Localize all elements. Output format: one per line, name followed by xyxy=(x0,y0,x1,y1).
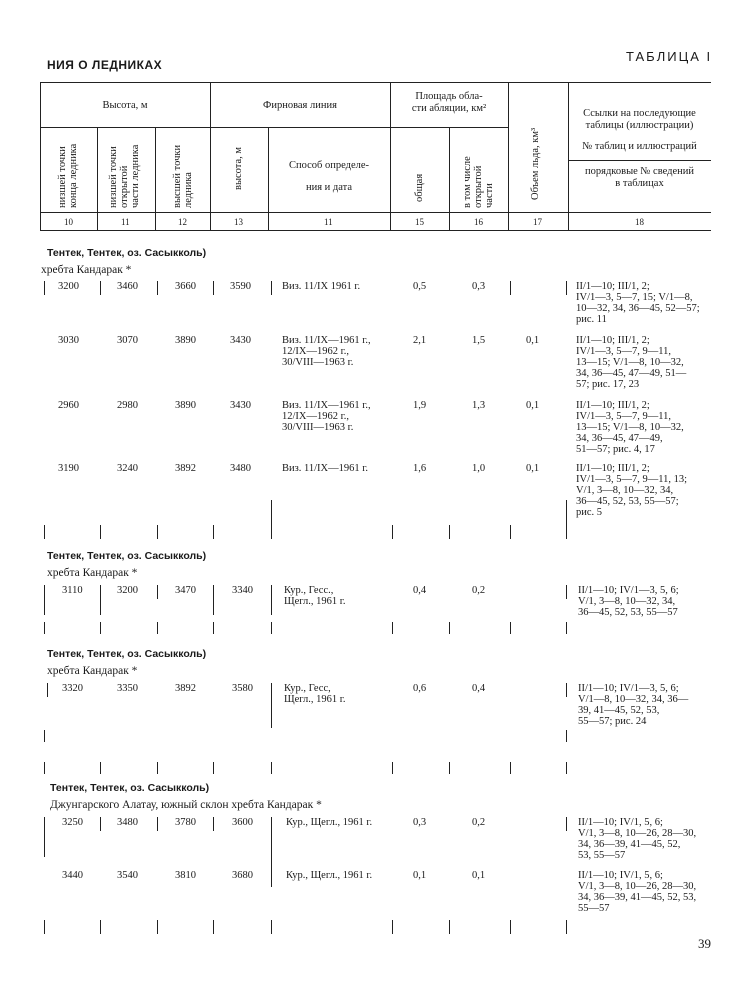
cell-c13: 3680 xyxy=(232,870,253,881)
cell-c12: 3892 xyxy=(175,683,196,694)
cell-method: Виз. 11/IX 1961 г. xyxy=(282,281,361,292)
section-title: Тентек, Тентек, оз. Сасыкколь) xyxy=(47,648,207,660)
page-number: 39 xyxy=(698,936,711,951)
table-colnum-rule xyxy=(40,212,711,213)
cell-c11: 3240 xyxy=(117,463,138,474)
table-header-bottom-rule xyxy=(40,230,711,231)
column-number: 16 xyxy=(474,217,483,227)
section-subtitle: хребта Кандарак * xyxy=(47,665,138,677)
cell-method: Кур., Гесс, Щегл., 1961 г. xyxy=(284,683,346,705)
cell-method: Кур., Щегл., 1961 г. xyxy=(286,817,373,828)
cell-open: 1,0 xyxy=(472,463,486,474)
cell-open: 0,4 xyxy=(472,683,486,694)
cell-c11: 3460 xyxy=(117,281,138,292)
column-number: 13 xyxy=(234,217,243,227)
firn-group-rule xyxy=(210,127,390,128)
col-header-15: общая xyxy=(414,173,425,202)
cell-total: 0,4 xyxy=(413,585,427,596)
col-border xyxy=(155,127,156,230)
cell-c10: 2960 xyxy=(58,400,79,411)
cell-c13: 3600 xyxy=(232,817,253,828)
col-header-16: в том числе открытой части xyxy=(462,156,495,208)
table-label: ТАБЛИЦА I xyxy=(626,49,713,64)
cell-c12: 3660 xyxy=(175,281,196,292)
table-top-rule xyxy=(40,82,711,83)
section-subtitle: Джунгарского Алатау, южный склон хребта Кандарак * xyxy=(50,799,322,811)
area-group-header: Площадь обла- сти абляции, км² xyxy=(411,91,487,114)
col-border xyxy=(568,82,569,230)
cell-refs: II/1—10; III/1, 2; IV/1—3, 5—7, 9—11, 13; V/1, 3—8, 10—32, 34, 36—45, 52, 53, 55—57; рис. 5 xyxy=(576,463,688,518)
firn-method-header: Способ определе- ния и дата xyxy=(288,160,370,193)
column-number: 11 xyxy=(324,217,333,227)
column-number: 15 xyxy=(415,217,424,227)
cell-c13: 3430 xyxy=(230,400,251,411)
cell-c10: 3440 xyxy=(62,870,83,881)
cell-c12: 3780 xyxy=(175,817,196,828)
section-subtitle: хребта Кандарак * xyxy=(47,567,138,579)
cell-method: Виз. 11/IX—1961 г., 12/IX—1962 г., 30/VIII—1963 г. xyxy=(282,400,371,433)
section-title: Тентек, Тентек, оз. Сасыкколь) xyxy=(47,550,207,562)
cell-open: 0,2 xyxy=(472,585,486,596)
cell-refs: II/1—10; III/1, 2; IV/1—3, 5—7, 9—11, 13—15; V/1—8, 10—32, 34, 36—45, 47—49, 51— 57; рис. 17, 23 xyxy=(576,335,687,390)
col-border xyxy=(508,82,509,230)
cell-total: 1,9 xyxy=(413,400,427,411)
cell-refs: II/1—10; IV/1, 5, 6; V/1, 3—8, 10—26, 28—30, 34, 36—39, 41—45, 52, 53, 55—57 xyxy=(578,870,697,914)
cell-refs: II/1—10; IV/1—3, 5, 6; V/1, 3—8, 10—32, 34, 36—45, 52, 53, 55—57 xyxy=(578,585,679,618)
section-subtitle: хребта Кандарак * xyxy=(41,264,132,276)
cell-volume: 0,1 xyxy=(526,463,540,474)
cell-total: 0,1 xyxy=(413,870,427,881)
cell-open: 0,1 xyxy=(472,870,486,881)
cell-method: Кур., Щегл., 1961 г. xyxy=(286,870,373,881)
refs-group-header: Ссылки на последующие таблицы (иллюстрации) xyxy=(583,108,696,131)
cell-method: Виз. 11/IX—1961 г., 12/IX—1962 г., 30/VIII—1963 г. xyxy=(282,335,371,368)
cell-method: Виз. 11/IX—1961 г. xyxy=(282,463,368,474)
section-title: Тентек, Тентек, оз. Сасыкколь) xyxy=(50,782,210,794)
cell-c13: 3590 xyxy=(230,281,251,292)
col-header-10: низшей точки конца ледника xyxy=(57,143,79,208)
cell-c12: 3890 xyxy=(175,335,196,346)
cell-c12: 3810 xyxy=(175,870,196,881)
col-border xyxy=(449,127,450,230)
col-header-12: высшей точки ледника xyxy=(172,144,194,208)
cell-c10: 3200 xyxy=(58,281,79,292)
cell-c11: 3200 xyxy=(117,585,138,596)
refs-sub-header-2: порядковые № сведений в таблицах xyxy=(585,166,694,189)
cell-total: 0,3 xyxy=(413,817,427,828)
cell-c13: 3430 xyxy=(230,335,251,346)
cell-total: 0,5 xyxy=(413,281,427,292)
cell-total: 2,1 xyxy=(413,335,427,346)
cell-c11: 3070 xyxy=(117,335,138,346)
cell-volume: 0,1 xyxy=(526,335,540,346)
cell-c12: 3892 xyxy=(175,463,196,474)
cell-refs: II/1—10; IV/1—3, 5, 6; V/1—8, 10—32, 34, 36— 39, 41—45, 52, 53, 55—57; рис. 24 xyxy=(578,683,689,727)
cell-c10: 3030 xyxy=(58,335,79,346)
cell-c13: 3580 xyxy=(232,683,253,694)
firn-group-header: Фирновая линия xyxy=(263,100,337,111)
cell-total: 0,6 xyxy=(413,683,427,694)
cell-volume: 0,1 xyxy=(526,400,540,411)
cell-c11: 3540 xyxy=(117,870,138,881)
cell-c10: 3250 xyxy=(62,817,83,828)
cell-open: 1,3 xyxy=(472,400,486,411)
cell-total: 1,6 xyxy=(413,463,427,474)
cell-c13: 3340 xyxy=(232,585,253,596)
column-number: 10 xyxy=(64,217,73,227)
height-group-rule xyxy=(40,127,210,128)
cell-refs: II/1—10; IV/1, 5, 6; V/1, 3—8, 10—26, 28—30, 34, 36—39, 41—45, 52, 53, 55—57 xyxy=(578,817,697,861)
column-number: 11 xyxy=(121,217,130,227)
column-number: 18 xyxy=(635,217,644,227)
column-number: 12 xyxy=(178,217,187,227)
cell-c11: 2980 xyxy=(117,400,138,411)
column-number: 17 xyxy=(533,217,542,227)
col-border xyxy=(97,127,98,230)
cell-open: 0,2 xyxy=(472,817,486,828)
cell-method: Кур., Гесс., Щегл., 1961 г. xyxy=(284,585,346,607)
cell-open: 1,5 xyxy=(472,335,486,346)
cell-open: 0,3 xyxy=(472,281,486,292)
col-header-17: Объем льда, км³ xyxy=(530,127,541,200)
cell-c11: 3480 xyxy=(117,817,138,828)
cell-c10: 3320 xyxy=(62,683,83,694)
cell-c11: 3350 xyxy=(117,683,138,694)
cell-c12: 3470 xyxy=(175,585,196,596)
cell-c13: 3480 xyxy=(230,463,251,474)
refs-sub-rule xyxy=(568,160,711,161)
height-group-header: Высота, м xyxy=(102,100,148,111)
cell-refs: II/1—10; III/1, 2; IV/1—3, 5—7, 15; V/1—8, 10—32, 34, 36—45, 52—57; рис. 11 xyxy=(576,281,700,325)
cell-c10: 3190 xyxy=(58,463,79,474)
page-header-title: НИЯ О ЛЕДНИКАХ xyxy=(47,58,163,72)
refs-sub-header-1: № таблиц и иллюстраций xyxy=(582,141,697,152)
col-header-13: высота, м xyxy=(233,146,244,190)
section-title: Тентек, Тентек, оз. Сасыкколь) xyxy=(47,247,207,259)
cell-c12: 3890 xyxy=(175,400,196,411)
cell-c10: 3110 xyxy=(62,585,83,596)
cell-refs: II/1—10; III/1, 2; IV/1—3, 5—7, 9—11, 13—15; V/1—8, 10—32, 34, 36—45, 47—49, 51—57; рис. 4, 17 xyxy=(576,400,684,455)
col-header-11: низшей точки открытой части ледника xyxy=(108,144,141,208)
